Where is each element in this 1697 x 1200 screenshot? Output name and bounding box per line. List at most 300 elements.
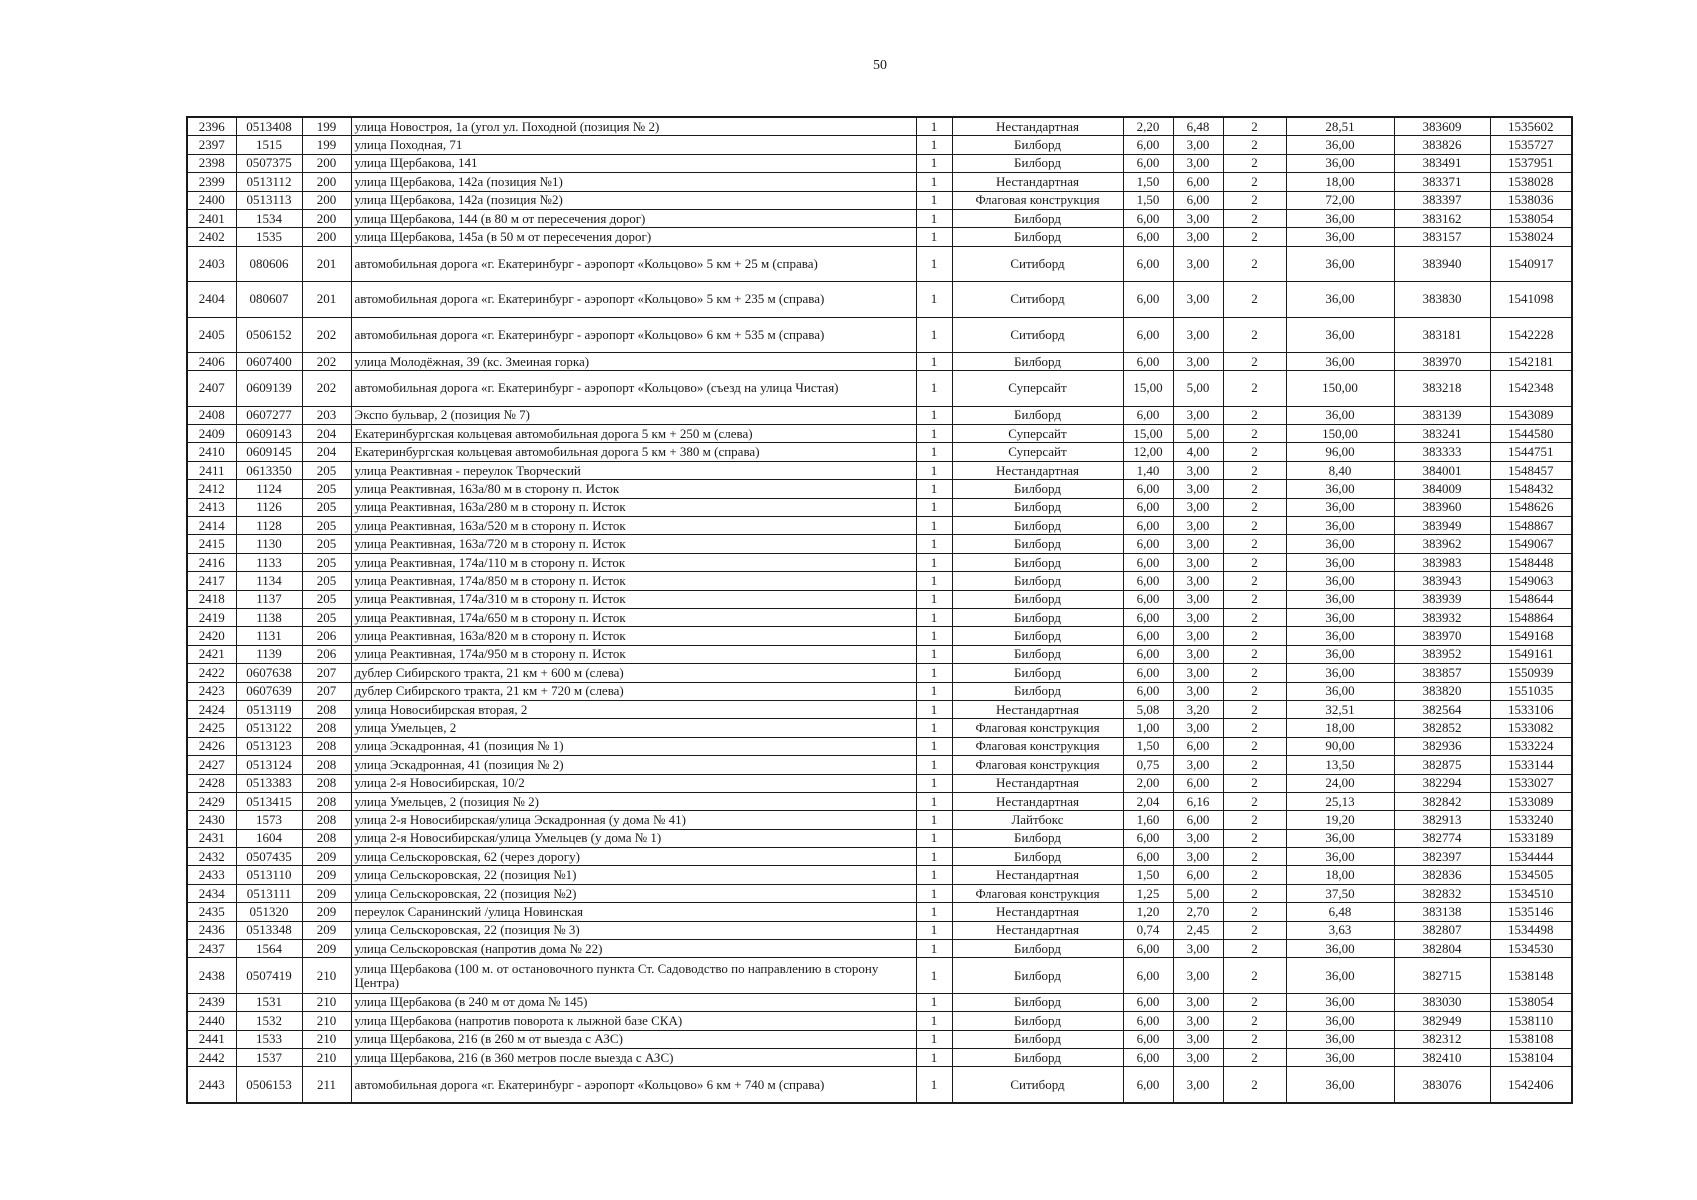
- cell-registry-code: 0513124: [236, 756, 302, 774]
- cell-area: 36,00: [1286, 352, 1394, 370]
- cell-address: улица Щербакова, 145а (в 50 м от пересечения дорог): [351, 228, 916, 246]
- cell-quantity: 1: [916, 553, 952, 571]
- cell-height: 3,00: [1173, 958, 1223, 993]
- cell-area: 36,00: [1286, 1012, 1394, 1030]
- cell-coord-y: 1542348: [1490, 371, 1572, 406]
- cell-height: 3,00: [1173, 282, 1223, 317]
- cell-zone-number: 210: [302, 993, 351, 1011]
- cell-width: 1,50: [1123, 866, 1173, 884]
- table-row: [187, 866, 1572, 884]
- table-row: [187, 154, 1572, 172]
- cell-area: 36,00: [1286, 406, 1394, 424]
- cell-address: улица Новостроя, 1а (угол ул. Походной (позиция № 2): [351, 117, 916, 136]
- cell-construction-type: Билборд: [952, 590, 1123, 608]
- cell-coord-x: 382715: [1394, 958, 1490, 993]
- cell-sides-count: 2: [1223, 406, 1286, 424]
- cell-quantity: 1: [916, 756, 952, 774]
- cell-quantity: 1: [916, 425, 952, 443]
- table-row: [187, 136, 1572, 154]
- cell-coord-x: 382913: [1394, 811, 1490, 829]
- cell-address: улица 2-я Новосибирская, 10/2: [351, 774, 916, 792]
- cell-width: 6,00: [1123, 480, 1173, 498]
- cell-sides-count: 2: [1223, 117, 1286, 136]
- cell-height: 3,00: [1173, 553, 1223, 571]
- cell-zone-number: 207: [302, 664, 351, 682]
- cell-width: 6,00: [1123, 154, 1173, 172]
- cell-sides-count: 2: [1223, 191, 1286, 209]
- table-row: [187, 756, 1572, 774]
- cell-height: 2,45: [1173, 921, 1223, 939]
- cell-registry-code: 0513348: [236, 921, 302, 939]
- cell-zone-number: 209: [302, 866, 351, 884]
- table-row: [187, 209, 1572, 227]
- cell-sides-count: 2: [1223, 811, 1286, 829]
- cell-sides-count: 2: [1223, 317, 1286, 352]
- cell-sides-count: 2: [1223, 884, 1286, 902]
- cell-height: 3,00: [1173, 535, 1223, 553]
- cell-area: 8,40: [1286, 461, 1394, 479]
- cell-height: 3,00: [1173, 517, 1223, 535]
- cell-quantity: 1: [916, 371, 952, 406]
- cell-area: 36,00: [1286, 590, 1394, 608]
- cell-area: 6,48: [1286, 903, 1394, 921]
- cell-registry-code: 0506152: [236, 317, 302, 352]
- cell-zone-number: 199: [302, 117, 351, 136]
- cell-coord-y: 1533240: [1490, 811, 1572, 829]
- table-row: [187, 461, 1572, 479]
- cell-width: 6,00: [1123, 553, 1173, 571]
- cell-coord-y: 1538054: [1490, 993, 1572, 1011]
- cell-row-number: 2407: [187, 371, 236, 406]
- cell-registry-code: 1124: [236, 480, 302, 498]
- cell-zone-number: 208: [302, 737, 351, 755]
- cell-area: 36,00: [1286, 682, 1394, 700]
- cell-address: автомобильная дорога «г. Екатеринбург - аэропорт «Кольцово» 6 км + 740 м (справа): [351, 1067, 916, 1103]
- cell-sides-count: 2: [1223, 282, 1286, 317]
- table-row: [187, 517, 1572, 535]
- cell-coord-y: 1538054: [1490, 209, 1572, 227]
- cell-coord-x: 382410: [1394, 1048, 1490, 1066]
- cell-row-number: 2436: [187, 921, 236, 939]
- cell-address: улица Умельцев, 2: [351, 719, 916, 737]
- cell-coord-x: 383609: [1394, 117, 1490, 136]
- table-row: [187, 117, 1572, 136]
- cell-sides-count: 2: [1223, 682, 1286, 700]
- cell-coord-x: 382832: [1394, 884, 1490, 902]
- cell-area: 36,00: [1286, 1067, 1394, 1103]
- cell-address: Екатеринбургская кольцевая автомобильная дорога 5 км + 380 м (справа): [351, 443, 916, 461]
- cell-coord-y: 1538036: [1490, 191, 1572, 209]
- cell-quantity: 1: [916, 903, 952, 921]
- cell-zone-number: 209: [302, 848, 351, 866]
- cell-quantity: 1: [916, 719, 952, 737]
- cell-address: улица Щербакова, 144 (в 80 м от пересечения дорог): [351, 209, 916, 227]
- cell-height: 3,00: [1173, 608, 1223, 626]
- cell-registry-code: 1126: [236, 498, 302, 516]
- cell-registry-code: 080607: [236, 282, 302, 317]
- cell-construction-type: Ситиборд: [952, 282, 1123, 317]
- cell-quantity: 1: [916, 535, 952, 553]
- table-row: [187, 737, 1572, 755]
- cell-registry-code: 0513111: [236, 884, 302, 902]
- cell-coord-x: 384001: [1394, 461, 1490, 479]
- cell-width: 1,60: [1123, 811, 1173, 829]
- cell-construction-type: Флаговая конструкция: [952, 191, 1123, 209]
- cell-construction-type: Ситиборд: [952, 317, 1123, 352]
- cell-construction-type: Билборд: [952, 517, 1123, 535]
- cell-coord-y: 1538104: [1490, 1048, 1572, 1066]
- cell-row-number: 2431: [187, 829, 236, 847]
- cell-address: улица 2-я Новосибирская/улица Умельцев (у дома № 1): [351, 829, 916, 847]
- cell-sides-count: 2: [1223, 627, 1286, 645]
- cell-height: 3,00: [1173, 719, 1223, 737]
- cell-coord-x: 383397: [1394, 191, 1490, 209]
- cell-height: 6,00: [1173, 811, 1223, 829]
- cell-coord-x: 384009: [1394, 480, 1490, 498]
- cell-address: улица Молодёжная, 39 (кс. Змеиная горка): [351, 352, 916, 370]
- cell-coord-x: 383962: [1394, 535, 1490, 553]
- cell-height: 2,70: [1173, 903, 1223, 921]
- cell-sides-count: 2: [1223, 921, 1286, 939]
- cell-coord-x: 382875: [1394, 756, 1490, 774]
- cell-construction-type: Билборд: [952, 136, 1123, 154]
- cell-width: 6,00: [1123, 282, 1173, 317]
- cell-address: улица Реактивная, 174а/310 м в сторону п. Исток: [351, 590, 916, 608]
- cell-area: 36,00: [1286, 627, 1394, 645]
- cell-quantity: 1: [916, 282, 952, 317]
- cell-sides-count: 2: [1223, 1067, 1286, 1103]
- cell-zone-number: 208: [302, 792, 351, 810]
- cell-registry-code: 0607277: [236, 406, 302, 424]
- cell-area: 36,00: [1286, 1048, 1394, 1066]
- cell-sides-count: 2: [1223, 352, 1286, 370]
- cell-height: 3,00: [1173, 993, 1223, 1011]
- cell-registry-code: 1139: [236, 645, 302, 663]
- cell-width: 6,00: [1123, 406, 1173, 424]
- cell-registry-code: 0513123: [236, 737, 302, 755]
- cell-construction-type: Флаговая конструкция: [952, 884, 1123, 902]
- cell-area: 24,00: [1286, 774, 1394, 792]
- cell-width: 6,00: [1123, 535, 1173, 553]
- cell-row-number: 2418: [187, 590, 236, 608]
- cell-width: 6,00: [1123, 572, 1173, 590]
- cell-construction-type: Билборд: [952, 958, 1123, 993]
- cell-width: 0,75: [1123, 756, 1173, 774]
- cell-coord-y: 1535602: [1490, 117, 1572, 136]
- cell-height: 3,00: [1173, 228, 1223, 246]
- cell-address: улица Реактивная, 174а/650 м в сторону п. Исток: [351, 608, 916, 626]
- cell-quantity: 1: [916, 664, 952, 682]
- cell-registry-code: 0506153: [236, 1067, 302, 1103]
- cell-row-number: 2402: [187, 228, 236, 246]
- cell-coord-x: 383940: [1394, 246, 1490, 281]
- cell-coord-y: 1542406: [1490, 1067, 1572, 1103]
- cell-construction-type: Билборд: [952, 664, 1123, 682]
- cell-sides-count: 2: [1223, 1048, 1286, 1066]
- page-number: 50: [873, 58, 887, 73]
- cell-zone-number: 205: [302, 590, 351, 608]
- cell-registry-code: 1137: [236, 590, 302, 608]
- cell-width: 1,50: [1123, 173, 1173, 191]
- table-row: [187, 940, 1572, 958]
- cell-quantity: 1: [916, 682, 952, 700]
- cell-area: 36,00: [1286, 154, 1394, 172]
- cell-coord-y: 1533189: [1490, 829, 1572, 847]
- cell-zone-number: 202: [302, 352, 351, 370]
- cell-construction-type: Билборд: [952, 645, 1123, 663]
- cell-coord-x: 382312: [1394, 1030, 1490, 1048]
- cell-sides-count: 2: [1223, 136, 1286, 154]
- cell-registry-code: 0607400: [236, 352, 302, 370]
- cell-coord-y: 1538148: [1490, 958, 1572, 993]
- cell-row-number: 2404: [187, 282, 236, 317]
- cell-row-number: 2430: [187, 811, 236, 829]
- table-row: [187, 792, 1572, 810]
- cell-zone-number: 200: [302, 191, 351, 209]
- cell-coord-x: 383138: [1394, 903, 1490, 921]
- cell-coord-y: 1533144: [1490, 756, 1572, 774]
- cell-quantity: 1: [916, 590, 952, 608]
- cell-zone-number: 208: [302, 811, 351, 829]
- cell-construction-type: Нестандартная: [952, 461, 1123, 479]
- cell-coord-x: 383826: [1394, 136, 1490, 154]
- cell-zone-number: 209: [302, 903, 351, 921]
- cell-width: 6,00: [1123, 1012, 1173, 1030]
- cell-construction-type: Ситиборд: [952, 1067, 1123, 1103]
- cell-coord-y: 1534510: [1490, 884, 1572, 902]
- cell-row-number: 2413: [187, 498, 236, 516]
- cell-sides-count: 2: [1223, 737, 1286, 755]
- cell-address: улица Сельскоровская (напротив дома № 22): [351, 940, 916, 958]
- table-row: [187, 1048, 1572, 1066]
- cell-area: 36,00: [1286, 553, 1394, 571]
- cell-coord-y: 1533027: [1490, 774, 1572, 792]
- cell-quantity: 1: [916, 352, 952, 370]
- cell-registry-code: 1138: [236, 608, 302, 626]
- cell-coord-y: 1538024: [1490, 228, 1572, 246]
- cell-construction-type: Билборд: [952, 682, 1123, 700]
- cell-width: 1,00: [1123, 719, 1173, 737]
- cell-quantity: 1: [916, 173, 952, 191]
- table-row: [187, 371, 1572, 406]
- cell-height: 3,00: [1173, 645, 1223, 663]
- cell-coord-x: 382774: [1394, 829, 1490, 847]
- cell-registry-code: 0513113: [236, 191, 302, 209]
- cell-height: 3,00: [1173, 1048, 1223, 1066]
- cell-construction-type: Билборд: [952, 352, 1123, 370]
- cell-zone-number: 202: [302, 371, 351, 406]
- cell-registry-code: 0513122: [236, 719, 302, 737]
- cell-zone-number: 208: [302, 700, 351, 718]
- cell-coord-y: 1550939: [1490, 664, 1572, 682]
- cell-row-number: 2406: [187, 352, 236, 370]
- cell-zone-number: 199: [302, 136, 351, 154]
- cell-sides-count: 2: [1223, 866, 1286, 884]
- cell-registry-code: 1128: [236, 517, 302, 535]
- cell-area: 36,00: [1286, 572, 1394, 590]
- table-row: [187, 848, 1572, 866]
- cell-height: 6,00: [1173, 866, 1223, 884]
- cell-address: улица Щербакова (в 240 м от дома № 145): [351, 993, 916, 1011]
- table-row: [187, 425, 1572, 443]
- cell-registry-code: 0609139: [236, 371, 302, 406]
- cell-width: 6,00: [1123, 848, 1173, 866]
- cell-area: 36,00: [1286, 498, 1394, 516]
- cell-coord-x: 383333: [1394, 443, 1490, 461]
- cell-width: 6,00: [1123, 517, 1173, 535]
- cell-quantity: 1: [916, 443, 952, 461]
- cell-height: 3,00: [1173, 480, 1223, 498]
- cell-row-number: 2399: [187, 173, 236, 191]
- table-row: [187, 700, 1572, 718]
- cell-zone-number: 208: [302, 829, 351, 847]
- cell-sides-count: 2: [1223, 792, 1286, 810]
- cell-coord-y: 1538028: [1490, 173, 1572, 191]
- cell-quantity: 1: [916, 461, 952, 479]
- cell-width: 2,04: [1123, 792, 1173, 810]
- cell-zone-number: 205: [302, 572, 351, 590]
- table-row: [187, 173, 1572, 191]
- cell-sides-count: 2: [1223, 993, 1286, 1011]
- cell-address: улица Щербакова, 141: [351, 154, 916, 172]
- cell-address: улица Эскадронная, 41 (позиция № 2): [351, 756, 916, 774]
- cell-coord-y: 1548644: [1490, 590, 1572, 608]
- cell-quantity: 1: [916, 154, 952, 172]
- cell-construction-type: Билборд: [952, 572, 1123, 590]
- cell-quantity: 1: [916, 1048, 952, 1066]
- cell-area: 96,00: [1286, 443, 1394, 461]
- cell-zone-number: 206: [302, 645, 351, 663]
- cell-row-number: 2426: [187, 737, 236, 755]
- cell-construction-type: Билборд: [952, 154, 1123, 172]
- cell-coord-y: 1548864: [1490, 608, 1572, 626]
- cell-row-number: 2419: [187, 608, 236, 626]
- cell-coord-y: 1544751: [1490, 443, 1572, 461]
- cell-registry-code: 080606: [236, 246, 302, 281]
- cell-height: 3,00: [1173, 136, 1223, 154]
- cell-row-number: 2415: [187, 535, 236, 553]
- cell-height: 3,00: [1173, 1012, 1223, 1030]
- cell-height: 3,00: [1173, 154, 1223, 172]
- cell-sides-count: 2: [1223, 664, 1286, 682]
- cell-row-number: 2425: [187, 719, 236, 737]
- cell-quantity: 1: [916, 517, 952, 535]
- cell-coord-x: 382836: [1394, 866, 1490, 884]
- cell-area: 36,00: [1286, 664, 1394, 682]
- cell-width: 6,00: [1123, 228, 1173, 246]
- cell-sides-count: 2: [1223, 903, 1286, 921]
- cell-address: улица Щербакова, 142а (позиция №2): [351, 191, 916, 209]
- cell-width: 1,25: [1123, 884, 1173, 902]
- table-row: [187, 246, 1572, 281]
- cell-row-number: 2408: [187, 406, 236, 424]
- cell-coord-x: 383830: [1394, 282, 1490, 317]
- cell-row-number: 2412: [187, 480, 236, 498]
- cell-address: дублер Сибирского тракта, 21 км + 720 м (слева): [351, 682, 916, 700]
- cell-zone-number: 209: [302, 884, 351, 902]
- cell-address: переулок Саранинский /улица Новинская: [351, 903, 916, 921]
- cell-coord-y: 1534505: [1490, 866, 1572, 884]
- cell-address: улица Реактивная, 174а/110 м в сторону п. Исток: [351, 553, 916, 571]
- cell-zone-number: 206: [302, 627, 351, 645]
- cell-height: 5,00: [1173, 884, 1223, 902]
- cell-height: 3,00: [1173, 246, 1223, 281]
- cell-coord-y: 1541098: [1490, 282, 1572, 317]
- cell-width: 2,00: [1123, 774, 1173, 792]
- cell-address: Екатеринбургская кольцевая автомобильная дорога 5 км + 250 м (слева): [351, 425, 916, 443]
- cell-width: 6,00: [1123, 993, 1173, 1011]
- cell-quantity: 1: [916, 246, 952, 281]
- cell-zone-number: 205: [302, 553, 351, 571]
- cell-width: 6,00: [1123, 958, 1173, 993]
- cell-registry-code: 1533: [236, 1030, 302, 1048]
- cell-zone-number: 208: [302, 774, 351, 792]
- cell-construction-type: Билборд: [952, 627, 1123, 645]
- cell-registry-code: 0513408: [236, 117, 302, 136]
- cell-zone-number: 203: [302, 406, 351, 424]
- cell-quantity: 1: [916, 406, 952, 424]
- cell-height: 3,00: [1173, 590, 1223, 608]
- cell-row-number: 2398: [187, 154, 236, 172]
- cell-row-number: 2414: [187, 517, 236, 535]
- cell-construction-type: Билборд: [952, 829, 1123, 847]
- cell-row-number: 2401: [187, 209, 236, 227]
- cell-coord-x: 383960: [1394, 498, 1490, 516]
- cell-sides-count: 2: [1223, 1030, 1286, 1048]
- cell-width: 15,00: [1123, 425, 1173, 443]
- cell-row-number: 2423: [187, 682, 236, 700]
- cell-height: 3,00: [1173, 352, 1223, 370]
- cell-coord-x: 383218: [1394, 371, 1490, 406]
- cell-area: 36,00: [1286, 993, 1394, 1011]
- cell-coord-y: 1534444: [1490, 848, 1572, 866]
- cell-coord-y: 1551035: [1490, 682, 1572, 700]
- cell-construction-type: Билборд: [952, 608, 1123, 626]
- table-row: [187, 1030, 1572, 1048]
- cell-address: улица 2-я Новосибирская/улица Эскадронная (у дома № 41): [351, 811, 916, 829]
- cell-quantity: 1: [916, 1030, 952, 1048]
- cell-height: 3,00: [1173, 461, 1223, 479]
- cell-construction-type: Билборд: [952, 1030, 1123, 1048]
- cell-quantity: 1: [916, 829, 952, 847]
- cell-construction-type: Нестандартная: [952, 700, 1123, 718]
- cell-height: 6,48: [1173, 117, 1223, 136]
- cell-quantity: 1: [916, 993, 952, 1011]
- cell-row-number: 2417: [187, 572, 236, 590]
- cell-row-number: 2411: [187, 461, 236, 479]
- cell-width: 1,50: [1123, 737, 1173, 755]
- cell-area: 18,00: [1286, 173, 1394, 191]
- cell-address: улица Сельскоровская, 22 (позиция №1): [351, 866, 916, 884]
- table-row: [187, 480, 1572, 498]
- cell-height: 3,00: [1173, 940, 1223, 958]
- cell-coord-y: 1535146: [1490, 903, 1572, 921]
- table-row: [187, 228, 1572, 246]
- cell-address: улица Щербакова, 216 (в 260 м от выезда с АЗС): [351, 1030, 916, 1048]
- cell-width: 15,00: [1123, 371, 1173, 406]
- cell-zone-number: 204: [302, 443, 351, 461]
- cell-coord-y: 1542228: [1490, 317, 1572, 352]
- cell-width: 6,00: [1123, 940, 1173, 958]
- cell-sides-count: 2: [1223, 498, 1286, 516]
- cell-coord-x: 383952: [1394, 645, 1490, 663]
- cell-address: автомобильная дорога «г. Екатеринбург - аэропорт «Кольцово» 5 км + 235 м (справа): [351, 282, 916, 317]
- cell-row-number: 2396: [187, 117, 236, 136]
- cell-width: 6,00: [1123, 645, 1173, 663]
- cell-coord-x: 382936: [1394, 737, 1490, 755]
- cell-address: улица Реактивная, 163а/80 м в сторону п. Исток: [351, 480, 916, 498]
- cell-coord-x: 383139: [1394, 406, 1490, 424]
